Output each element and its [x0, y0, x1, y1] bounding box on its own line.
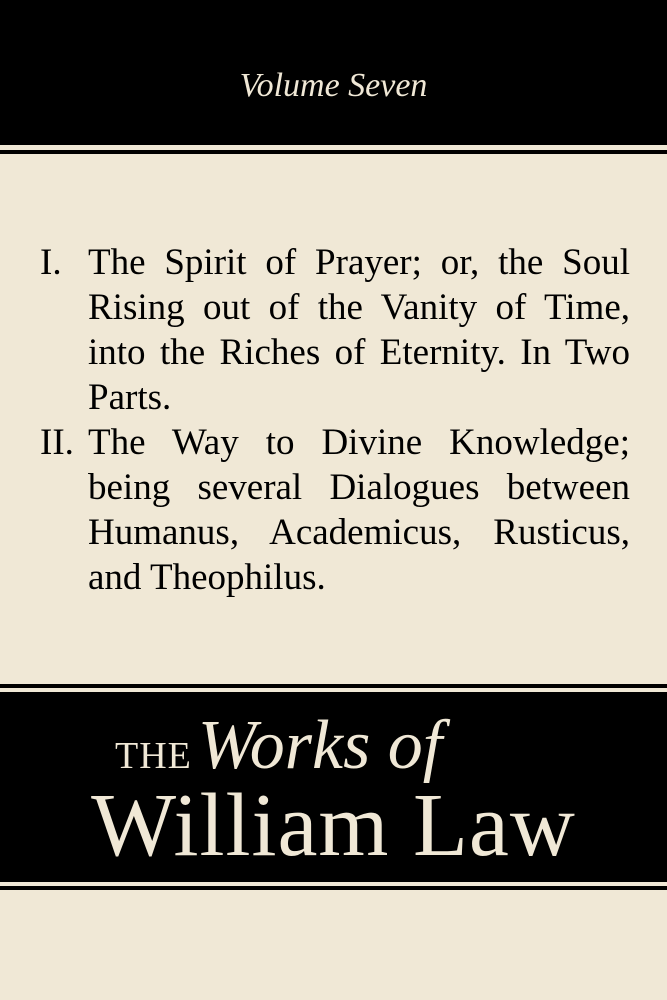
contents-item-1 [40, 240, 630, 420]
volume-label: Volume Seven [239, 67, 428, 104]
contents-text-1: The Spirit of Prayer; or, the Soul Rising out of the Vanity of Time, into the Riches of Eternity. In Two Parts. [88, 242, 630, 418]
top-divider-rule [0, 150, 667, 154]
series-the: THE [115, 735, 192, 777]
series-title [115, 706, 442, 786]
contents-numeral-2: II. [40, 422, 74, 463]
series-works-of: Works of [197, 707, 443, 784]
contents-text-2: The Way to Divine Knowledge; being several Dialogues between Humanus, Academicus, Rusticus, and Theophilus. [88, 422, 630, 598]
contents-item-2 [40, 420, 630, 600]
middle-divider-rule [0, 684, 667, 688]
bottom-divider-rule [0, 886, 667, 890]
contents-list [40, 240, 630, 600]
author-name: William Law [91, 776, 576, 875]
contents-numeral-1: I. [40, 242, 62, 283]
